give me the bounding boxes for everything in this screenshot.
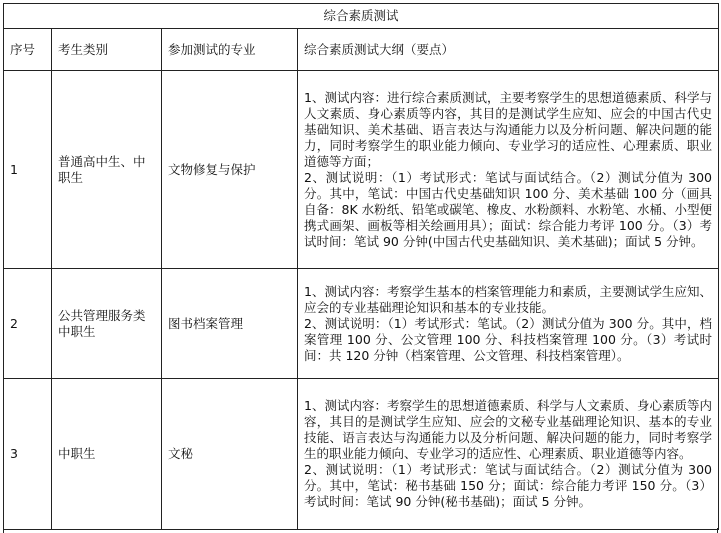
row-category: 公共管理服务类中职生 <box>52 269 162 379</box>
table-continuation <box>3 528 718 533</box>
outline-content: 1、测试内容：进行综合素质测试，主要考察学生的思想道德素质、科学与人文素质、身心素质等内容，其目的是测试学生应知、应会的中国古代史基础知识、美术基础、语言表达与沟通能力以及分析问题、解决问题的能力，同时考察学生的职业能力倾向、专业学习的适应性、心理素质、职业道德等方面； <box>304 89 713 169</box>
row-category: 普通高中生、中职生 <box>52 71 162 269</box>
outline-notes: 2、测试说明：（1）考试形式：笔试与面试结合。（2）测试分值为 300 分。其中，笔试：秘书基础 150 分；面试：综合能力考评 150 分。（3）考试时间：笔试 90 分钟(秘书基础)；面试 5 分钟。 <box>304 462 713 509</box>
header-no: 序号 <box>4 29 52 71</box>
outline-content: 1、测试内容：考察学生基本的档案管理能力和素质，主要测试学生应知、应会的专业基础理论知识和基本的专业技能。 <box>304 283 713 315</box>
header-major: 参加测试的专业 <box>162 29 298 71</box>
title-row <box>4 4 719 29</box>
row-major: 文物修复与保护 <box>162 71 298 269</box>
header-category: 考生类别 <box>52 29 162 71</box>
row-outline <box>298 71 719 269</box>
row-number: 1 <box>4 71 52 269</box>
outline-notes: 2、测试说明：（1）考试形式：笔试。（2）测试分值为 300 分。其中，档案管理 100 分、公文管理 100 分、科技档案管理 100 分。（3）考试时间：共 120 分钟（档案管理、公文管理、科技档案管理）。 <box>304 315 713 363</box>
assessment-table <box>3 3 719 530</box>
table-row <box>4 71 719 269</box>
row-major: 文秘 <box>162 379 298 530</box>
row-outline <box>298 269 719 379</box>
outline-content: 1、测试内容：考察学生的思想道德素质、科学与人文素质、身心素质等内容，其目的是测试学生应知、应会的文秘专业基础理论知识、基本的专业技能、语言表达与沟通能力以及分析问题、解决问题的能力，同时考察学生的职业能力倾向、专业学习的适应性、心理素质、职业道德等内容。 <box>304 398 713 461</box>
table-row <box>4 269 719 379</box>
row-major: 图书档案管理 <box>162 269 298 379</box>
table-title: 综合素质测试 <box>4 4 719 29</box>
row-number: 3 <box>4 379 52 530</box>
header-outline: 综合素质测试大纲（要点） <box>298 29 719 71</box>
outline-notes: 2、测试说明：（1）考试形式：笔试与面试结合。（2）测试分值为 300 分。其中，笔试：中国古代史基础知识 100 分、美术基础 100 分（画具自备：8K 水粉纸、铅笔或碳笔、橡皮、水粉颜料、水粉笔、水桶、小型便携式画架、画板等相关绘画用具）；面试：综合能力考评 100 分。（3）考试时间：笔试 90 分钟(中国古代史基础知识、美术基础)；面试 5 分钟。 <box>304 169 713 249</box>
header-row <box>4 29 719 71</box>
row-number: 2 <box>4 269 52 379</box>
table-row <box>4 379 719 530</box>
row-category: 中职生 <box>52 379 162 530</box>
row-outline <box>298 379 719 530</box>
